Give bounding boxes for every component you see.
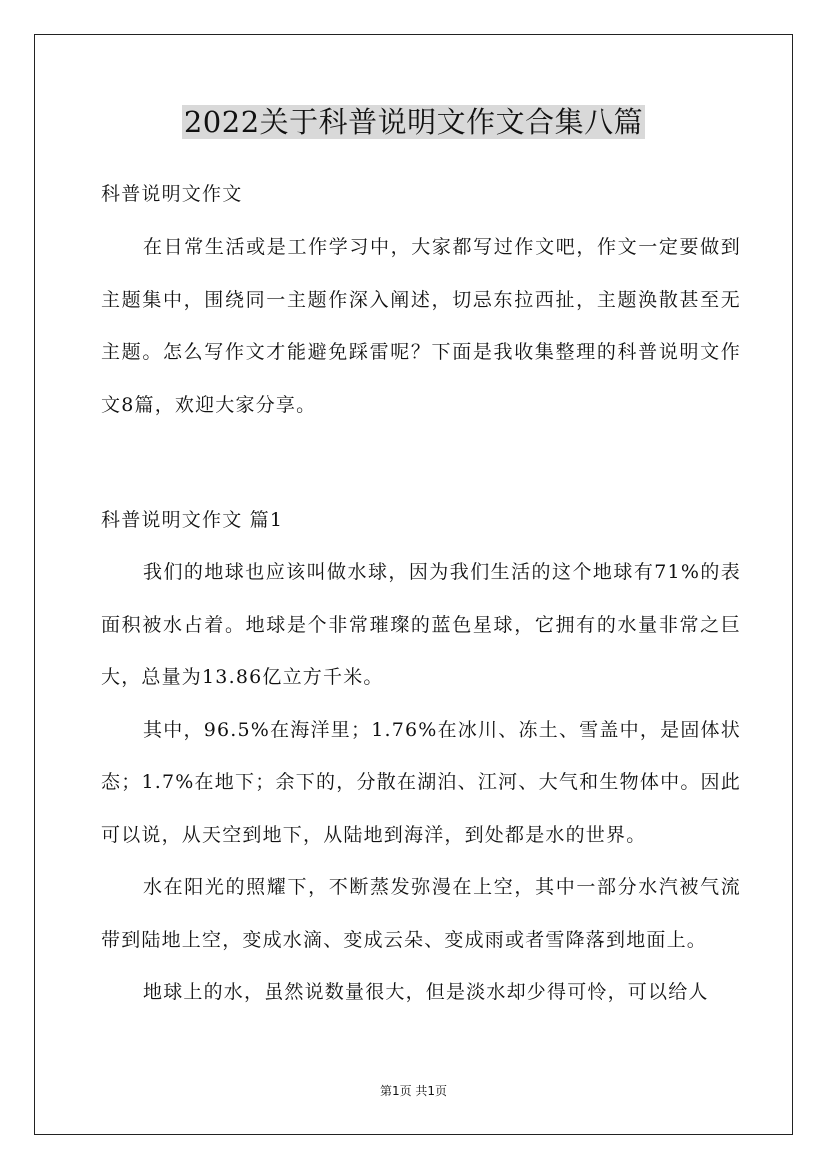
- page-footer: [0, 1083, 827, 1099]
- intro-heading: 科普说明文作文: [101, 183, 243, 205]
- intro-section: [101, 221, 741, 431]
- intro-paragraph: 在日常生活或是工作学习中，大家都写过作文吧，作文一定要做到主题集中，围绕同一主题作深入阐述，切忌东拉西扯，主题涣散甚至无主题。怎么写作文才能避免踩雷呢？下面是我收集整理的科普说明文作文8篇，欢迎大家分享。: [101, 236, 741, 416]
- document-title-text: 2022关于科普说明文作文合集八篇: [183, 105, 644, 139]
- section1-paragraph-1: 我们的地球也应该叫做水球，因为我们生活的这个地球有71%的表面积被水占着。地球是个非常璀璨的蓝色星球，它拥有的水量非常之巨大，总量为13.86亿立方千米。: [101, 561, 741, 688]
- section1-heading: 科普说明文作文 篇1: [101, 509, 284, 531]
- section1-body: [101, 546, 741, 1019]
- section1-paragraph-3: 水在阳光的照耀下，不断蒸发弥漫在上空，其中一部分水汽被气流带到陆地上空，变成水滴、变成云朵、变成雨或者雪降落到地面上。: [101, 876, 741, 951]
- page-number: 第1页 共1页: [379, 1084, 448, 1098]
- section1-paragraph-4: 地球上的水，虽然说数量很大，但是淡水却少得可怜，可以给人: [143, 981, 709, 1003]
- section1-paragraph-2: 其中，96.5%在海洋里；1.76%在冰川、冻土、雪盖中，是固体状态；1.7%在地下；余下的，分散在湖泊、江河、大气和生物体中。因此可以说，从天空到地下，从陆地到海洋，到处都是水的世界。: [101, 718, 741, 846]
- document-title: [0, 100, 827, 144]
